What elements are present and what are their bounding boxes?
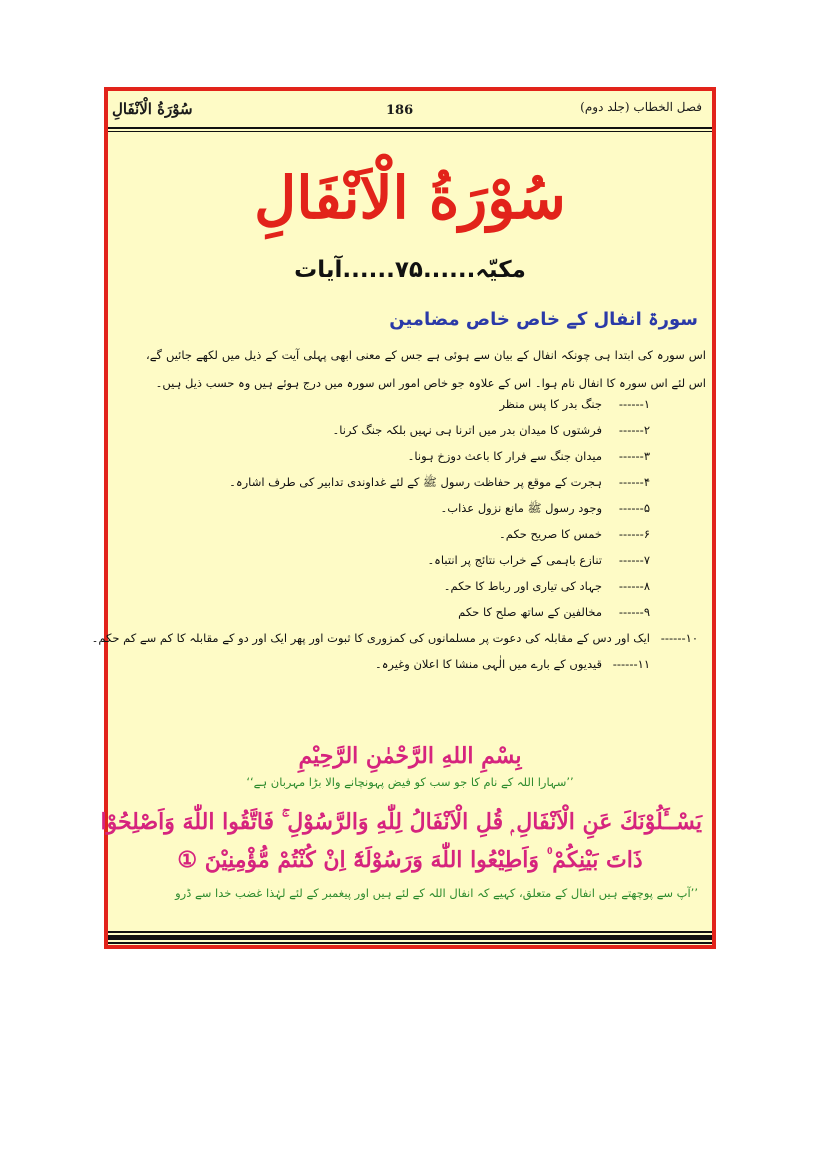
page-frame	[91, 87, 716, 949]
item-number: ۳------	[618, 449, 650, 463]
list-item	[150, 521, 650, 547]
list-item	[150, 495, 650, 521]
item-number: ۸------	[618, 579, 650, 593]
bismillah-translation: ’’سہارا اللہ کے نام کا جو سب کو فیض پہونچانے والا بڑا مہربان ہے‘‘	[246, 775, 574, 789]
list-item	[150, 443, 650, 469]
item-text: ایک اور دس کے مقابلہ کی دعوت پر مسلمانوں کی کمزوری کا ثبوت اور پھر ایک اور دو کے مقابلہ کا کم سے کم حکم۔	[91, 631, 650, 645]
page-header	[108, 91, 712, 127]
list-item	[150, 417, 650, 443]
item-text: تنازع باہمی کے خراب نتائج پر انتباہ۔	[427, 553, 602, 567]
surah-title: سُوْرَةُ الْاَنْفَالِ	[254, 164, 566, 232]
item-number: ۱------	[618, 397, 650, 411]
item-number: ۶------	[618, 527, 650, 541]
footer-rule	[108, 942, 712, 944]
topic-list	[91, 391, 698, 677]
list-item	[91, 625, 698, 651]
surah-meta: مکیّہ......۷۵......آیات	[294, 257, 526, 283]
item-number: ۷------	[618, 553, 650, 567]
list-item	[150, 573, 650, 599]
item-text: فرشتوں کا میدان بدر میں اترنا ہی نہیں بلکہ جنگ کرنا۔	[332, 423, 602, 437]
item-number: ۵------	[618, 501, 650, 515]
item-number: ۱۱------	[612, 657, 650, 671]
verse-translation: ’’آپ سے پوچھتے ہیں انفال کے متعلق، کہیے کہ انفال اللہ کے لئے ہیں اور پیغمبر کے لئے لہٰذا غضب خدا سے ڈرو	[175, 886, 698, 900]
list-item	[150, 651, 650, 677]
item-text: جہاد کی تیاری اور رباط کا حکم۔	[443, 579, 602, 593]
item-number: ۲------	[618, 423, 650, 437]
item-text: میدان جنگ سے فرار کا باعث دوزخ ہونا۔	[407, 449, 602, 463]
item-text: قیدیوں کے بارے میں الٰہی منشا کا اعلان وغیرہ۔	[374, 657, 602, 671]
footer-rule-thick	[108, 935, 712, 940]
verse-line-2: ذَاتَ بَيْنِكُمْ ۠ وَاَطِيْعُوا اللّٰهَ وَرَسُوْلَهٗٓ اِنْ كُنْتُمْ مُّؤْمِنِيْنَ ①	[177, 847, 643, 873]
header-rule-thin	[108, 131, 712, 132]
item-text: جنگ بدر کا پس منظر	[499, 397, 602, 411]
header-rule	[108, 127, 712, 129]
running-surah-title: سُوْرَةُ الْاَنْفَالِ	[112, 100, 193, 118]
item-text: وجود رسول ﷺ مانع نزول عذاب۔	[440, 501, 602, 515]
item-number: ۱۰------	[660, 631, 698, 645]
item-number: ۴------	[618, 475, 650, 489]
list-item	[150, 547, 650, 573]
section-heading: سورۃ انفال کے خاص خاص مضامین	[389, 309, 698, 330]
item-number: ۹------	[618, 605, 650, 619]
intro-paragraph: اس سورہ کی ابتدا ہی چونکہ انفال کے بیان سے ہوئی ہے جس کے معنی ابھی پہلی آیت کے ذیل میں لکھے جائیں گے، اس لئے اس سورہ کا انفال نام ہوا۔ اس کے علاوہ جو خاص امور اس سورہ میں درج ہوئے ہیں وہ حسب ذیل ہیں۔	[146, 348, 706, 390]
item-text: ہجرت کے موقع پر حفاظت رسول ﷺ کے لئے غداوندی تدابیر کی طرف اشارہ۔	[229, 475, 602, 489]
footer-rule	[108, 931, 712, 933]
bismillah: بِسْمِ اللهِ الرَّحْمٰنِ الرَّحِيْمِ	[298, 743, 522, 769]
list-item	[150, 391, 650, 417]
verse-line-1: يَسْــَٔلُوْنَكَ عَنِ الْاَنْفَالِ ۭ قُلِ الْاَنْفَالُ لِلّٰهِ وَالرَّسُوْلِ ۚ فَاتَّقُوا اللّٰهَ وَاَصْلِحُوْا	[100, 809, 702, 835]
list-item	[150, 599, 650, 625]
item-text: مخالفین کے ساتھ صلح کا حکم	[458, 605, 602, 619]
list-item	[150, 469, 650, 495]
item-text: خمس کا صریح حکم۔	[499, 527, 602, 541]
book-title: فصل الخطاب (جلد دوم)	[580, 100, 702, 114]
page-number: 186	[386, 103, 414, 118]
